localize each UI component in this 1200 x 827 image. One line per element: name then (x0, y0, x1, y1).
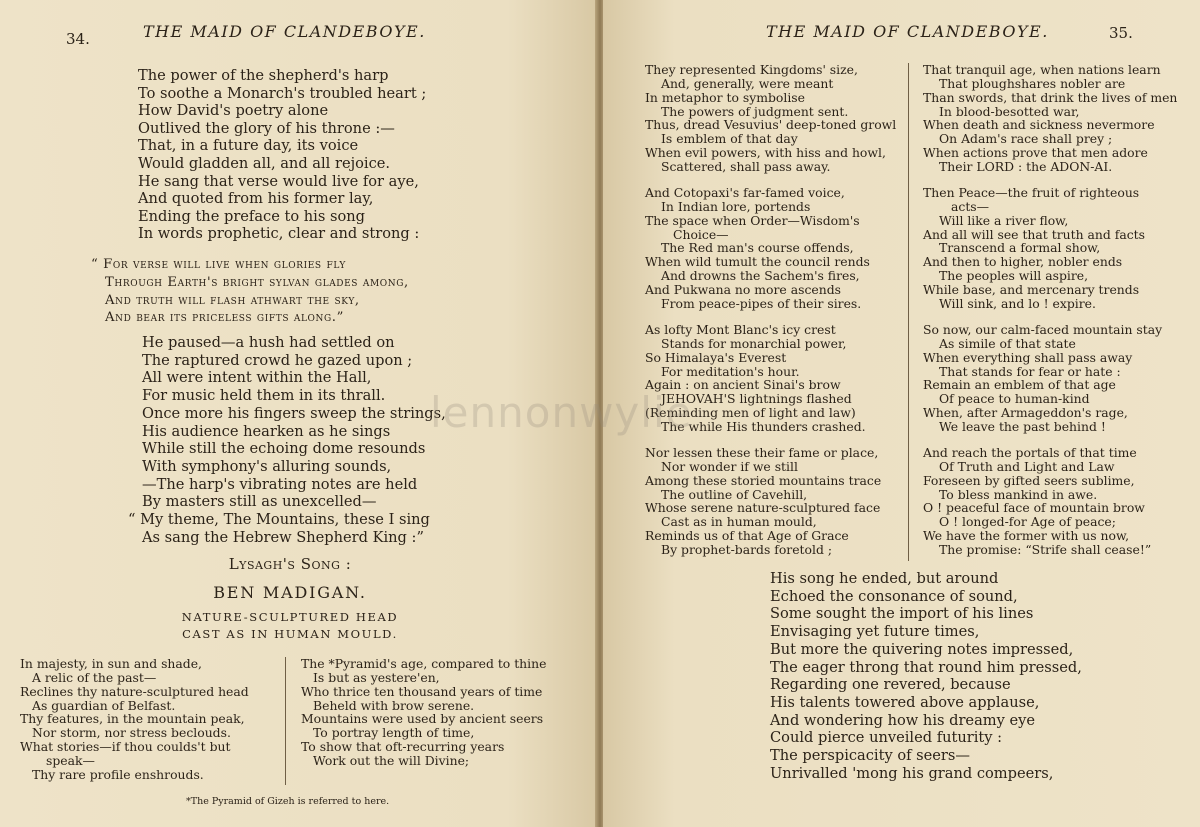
verse-line: Once more his fingers sweep the strings, (142, 404, 446, 422)
page-number-left: 34. (66, 30, 90, 48)
verse-line: All were intent within the Hall, (142, 369, 372, 387)
verse-line: acts— (951, 198, 990, 214)
verse-line: To portray length of time, (313, 725, 475, 741)
quote-line: And bear its priceless gifts along.” (105, 310, 344, 326)
verse-line: We have the former with us now, (923, 528, 1130, 544)
running-header-right: THE MAID OF CLANDEBOYE. (766, 22, 1049, 41)
right-column-1-stanza-4 (645, 446, 881, 557)
verse-line: Of Truth and Light and Law (939, 458, 1115, 474)
verse-line: And wondering how his dreamy eye (770, 711, 1036, 729)
verse-line: And reach the portals of that time (923, 445, 1137, 460)
verse-line: To bless mankind in awe. (939, 486, 1098, 502)
verse-line: Thus, dread Vesuvius' deep-toned growl (645, 117, 897, 133)
verse-line: Some sought the import of his lines (770, 605, 1034, 623)
verse-line: His song he ended, but around (770, 570, 999, 587)
verse-line: Outlived the glory of his throne :— (138, 119, 395, 137)
verse-block-end (770, 570, 1082, 782)
verse-line: By prophet-bards foretold ; (661, 541, 832, 557)
verse-line: While still the echoing dome resounds (142, 440, 426, 458)
verse-line: And drowns the Sachem's fires, (661, 268, 860, 284)
verse-line: Unrivalled 'mong his grand compeers, (770, 764, 1054, 782)
verse-block-1 (138, 67, 426, 243)
verse-line: When actions prove that men adore (923, 145, 1148, 161)
verse-line: The perspicacity of seers— (770, 747, 970, 765)
verse-line: Who thrice ten thousand years of time (301, 683, 543, 699)
verse-line: In metaphor to symbolise (645, 89, 805, 105)
verse-line: Choice— (673, 226, 729, 242)
verse-line: That, in a future day, its voice (138, 137, 359, 155)
verse-line: That stands for fear or hate : (939, 363, 1121, 379)
verse-line: JEHOVAH'S lightnings flashed (661, 391, 852, 407)
verse-line: The peoples will aspire, (939, 268, 1089, 284)
song-subtitle (150, 609, 430, 643)
verse-line: Stands for monarchial power, (661, 335, 847, 351)
right-column-1-stanza-1 (645, 63, 896, 174)
verse-line: When, after Armageddon's rage, (923, 405, 1128, 421)
verse-line: By masters still as unexcelled— (142, 493, 377, 511)
verse-line: The *Pyramid's age, compared to thine (301, 656, 547, 671)
verse-line: And all will see that truth and facts (923, 226, 1145, 242)
verse-line: Foreseen by gifted seers sublime, (923, 472, 1135, 488)
verse-line: For music held them in its thrall. (142, 387, 386, 405)
verse-line: That ploughshares nobler are (939, 75, 1126, 91)
verse-line: And, generally, were meant (661, 75, 834, 91)
verse-line: Mountains were used by ancient seers (301, 711, 544, 727)
verse-line: “ My theme, The Mountains, these I sing (128, 511, 430, 529)
right-column-2-stanza-3 (923, 323, 1162, 434)
verse-line: From peace-pipes of their sires. (661, 295, 862, 311)
verse-line: The powers of judgment sent. (661, 103, 849, 119)
verse-line: Could pierce unveiled futurity : (770, 729, 1003, 747)
verse-line: When everything shall pass away (923, 349, 1133, 365)
verse-line: (Reminding men of light and law) (645, 405, 856, 421)
footnote: *The Pyramid of Gizeh is referred to here. (186, 796, 390, 807)
verse-line: For meditation's hour. (661, 363, 800, 379)
verse-line: Thy features, in the mountain peak, (20, 711, 245, 727)
verse-line: Reminds us of that Age of Grace (645, 528, 849, 544)
verse-line: To show that oft-recurring years (301, 739, 505, 755)
verse-block-2 (128, 334, 446, 546)
column-divider (908, 63, 909, 561)
song-column-2 (301, 657, 546, 768)
verse-line: And Cotopaxi's far-famed voice, (645, 185, 845, 200)
verse-line: And then to higher, nobler ends (923, 254, 1123, 270)
quote-line: And truth will flash athwart the sky, (105, 292, 360, 308)
verse-line: How David's poetry alone (138, 102, 329, 120)
verse-line: O ! longed-for Age of peace; (939, 514, 1116, 530)
watermark: lennonwylie (430, 388, 693, 437)
verse-line: While base, and mercenary trends (923, 281, 1140, 297)
verse-line: With symphony's alluring sounds, (142, 457, 392, 475)
verse-line: The eager throng that round him pressed, (770, 658, 1082, 676)
verse-line: Is emblem of that day (661, 131, 798, 147)
verse-line: Nor lessen these their fame or place, (645, 445, 879, 460)
verse-line: When wild tumult the council rends (645, 254, 870, 270)
verse-line: When evil powers, with hiss and howl, (645, 145, 886, 161)
verse-line: So Himalaya's Everest (645, 349, 787, 365)
verse-line: The outline of Cavehill, (661, 486, 808, 502)
verse-line: As sang the Hebrew Shepherd King :” (142, 528, 424, 546)
verse-line: In Indian lore, portends (661, 198, 811, 214)
verse-line: Of peace to human-kind (939, 391, 1090, 407)
verse-line: As simile of that state (939, 335, 1076, 351)
verse-line: Envisaging yet future times, (770, 623, 980, 641)
verse-line: Cast as in human mould, (661, 514, 817, 530)
verse-line: In words prophetic, clear and strong : (138, 225, 420, 243)
verse-line: Whose serene nature-sculptured face (645, 500, 881, 516)
verse-line: Will sink, and lo ! expire. (939, 295, 1096, 311)
verse-line: He paused—a hush had settled on (142, 334, 395, 351)
verse-line: Work out the will Divine; (313, 752, 470, 768)
verse-line: Scattered, shall pass away. (661, 158, 831, 174)
verse-line: On Adam's race shall prey ; (939, 131, 1113, 147)
verse-line: As guardian of Belfast. (32, 697, 176, 713)
verse-line: His audience hearken as he sings (142, 422, 391, 440)
verse-line: O ! peaceful face of mountain brow (923, 500, 1145, 516)
verse-line: Their LORD : the ADON-AI. (939, 158, 1113, 174)
verse-line: Thy rare profile enshrouds. (32, 766, 204, 782)
right-column-1-stanza-2 (645, 186, 870, 311)
verse-line: He sang that verse would live for aye, (138, 172, 419, 190)
verse-line: As lofty Mont Blanc's icy crest (645, 322, 836, 337)
verse-line: The promise: “Strife shall cease!” (939, 541, 1152, 557)
verse-line: Regarding one revered, because (770, 676, 1011, 694)
verse-line: And Pukwana no more ascends (645, 281, 841, 297)
column-divider (285, 657, 286, 785)
running-header-left: THE MAID OF CLANDEBOYE. (143, 22, 426, 41)
verse-line: Than swords, that drink the lives of men (923, 89, 1178, 105)
page-number-right: 35. (1109, 24, 1133, 42)
subtitle-line: CAST AS IN HUMAN MOULD. (182, 627, 398, 641)
verse-line: Among these storied mountains trace (645, 472, 882, 488)
verse-line: —The harp's vibrating notes are held (142, 475, 418, 493)
verse-line: And quoted from his former lay, (138, 190, 374, 208)
right-column-2-stanza-4 (923, 446, 1151, 557)
verse-line: The while His thunders crashed. (661, 418, 866, 434)
verse-line: The Red man's course offends, (661, 240, 854, 256)
quote-line: “ For verse will live when glories fly (91, 257, 346, 272)
song-title: BEN MADIGAN. (213, 583, 367, 602)
verse-line: Will like a river flow, (939, 212, 1069, 228)
verse-line: Reclines thy nature-sculptured head (20, 683, 249, 699)
verse-line: Again : on ancient Sinai's brow (645, 377, 841, 393)
verse-line: Nor wonder if we still (661, 458, 798, 474)
verse-line: A relic of the past— (32, 669, 157, 685)
right-column-2-stanza-1 (923, 63, 1177, 174)
verse-line: So now, our calm-faced mountain stay (923, 322, 1163, 337)
verse-line: Echoed the consonance of sound, (770, 587, 1018, 605)
verse-line: speak— (46, 752, 95, 768)
quote-line: Through Earth's bright sylvan glades among, (105, 274, 409, 290)
verse-line: When death and sickness nevermore (923, 117, 1155, 133)
verse-line: We leave the past behind ! (939, 418, 1106, 434)
verse-line: Nor storm, nor stress beclouds. (32, 725, 231, 741)
verse-line: Ending the preface to his song (138, 207, 365, 225)
verse-line: Would gladden all, and all rejoice. (138, 154, 391, 172)
verse-line: Transcend a formal show, (939, 240, 1101, 256)
verse-line: What stories—if thou coulds't but (20, 739, 231, 755)
verse-line: The space when Order—Wisdom's (645, 212, 860, 228)
verse-line: But more the quivering notes impressed, (770, 640, 1074, 658)
right-column-2-stanza-2 (923, 186, 1145, 311)
verse-line: Is but as yestere'en, (313, 669, 440, 685)
verse-line: Then Peace—the fruit of righteous (923, 185, 1140, 200)
verse-line: In majesty, in sun and shade, (20, 656, 202, 671)
verse-line: The power of the shepherd's harp (138, 67, 389, 84)
verse-line: The raptured crowd he gazed upon ; (142, 351, 413, 369)
verse-line: To soothe a Monarch's troubled heart ; (138, 84, 427, 102)
verse-line: Remain an emblem of that age (923, 377, 1116, 393)
verse-line: His talents towered above applause, (770, 693, 1040, 711)
quoted-stanza (91, 256, 409, 327)
verse-line: In blood-besotted war, (939, 103, 1080, 119)
song-column-1 (20, 657, 249, 782)
verse-line: Beheld with brow serene. (313, 697, 475, 713)
right-page (603, 0, 1200, 827)
subtitle-line: NATURE-SCULPTURED HEAD (181, 610, 399, 624)
song-label: Lysagh's Song : (228, 555, 352, 573)
verse-line: They represented Kingdoms' size, (645, 62, 858, 77)
verse-line: That tranquil age, when nations learn (923, 62, 1161, 77)
